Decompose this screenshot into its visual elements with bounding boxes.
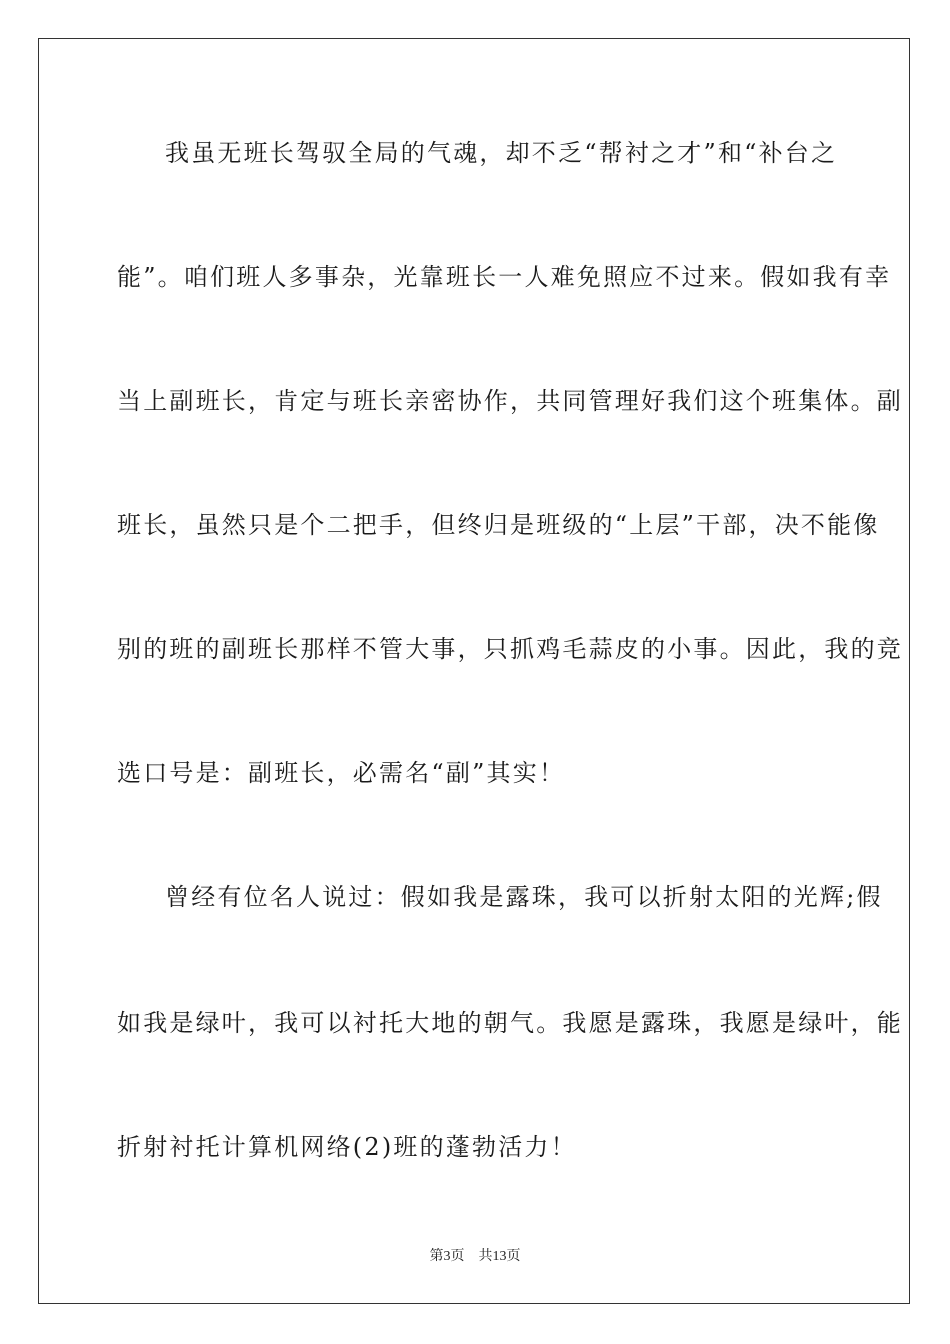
paragraph-1-line-3: 当上副班长，肯定与班长亲密协作，共同管理好我们这个班集体。副 [117,387,903,415]
paragraph-2-line-2: 如我是绿叶，我可以衬托大地的朝气。我愿是露珠，我愿是绿叶，能 [117,1009,903,1037]
paragraph-1-line-6: 选口号是：副班长，必需名“副”其实！ [117,759,566,787]
paragraph-1-line-2: 能”。咱们班人多事杂，光靠班长一人难免照应不过来。假如我有幸 [117,263,892,291]
paragraph-2-line-1: 曾经有位名人说过：假如我是露珠，我可以折射太阳的光辉;假 [165,883,883,911]
paragraph-1-line-5: 别的班的副班长那样不管大事，只抓鸡毛蒜皮的小事。因此，我的竞 [117,635,903,663]
page-number: 第3页 [429,1249,465,1264]
paragraph-1-line-1: 我虽无班长驾驭全局的气魂，却不乏“帮衬之才”和“补台之 [165,139,838,167]
paragraph-1-line-4: 班长，虽然只是个二把手，但终归是班级的“上层”干部，决不能像 [117,511,880,539]
page-footer [0,1248,950,1266]
page-total: 共13页 [478,1249,521,1264]
page-border [38,38,910,1304]
paragraph-2-line-3: 折射衬托计算机网络(2)班的蓬勃活力！ [117,1133,577,1161]
